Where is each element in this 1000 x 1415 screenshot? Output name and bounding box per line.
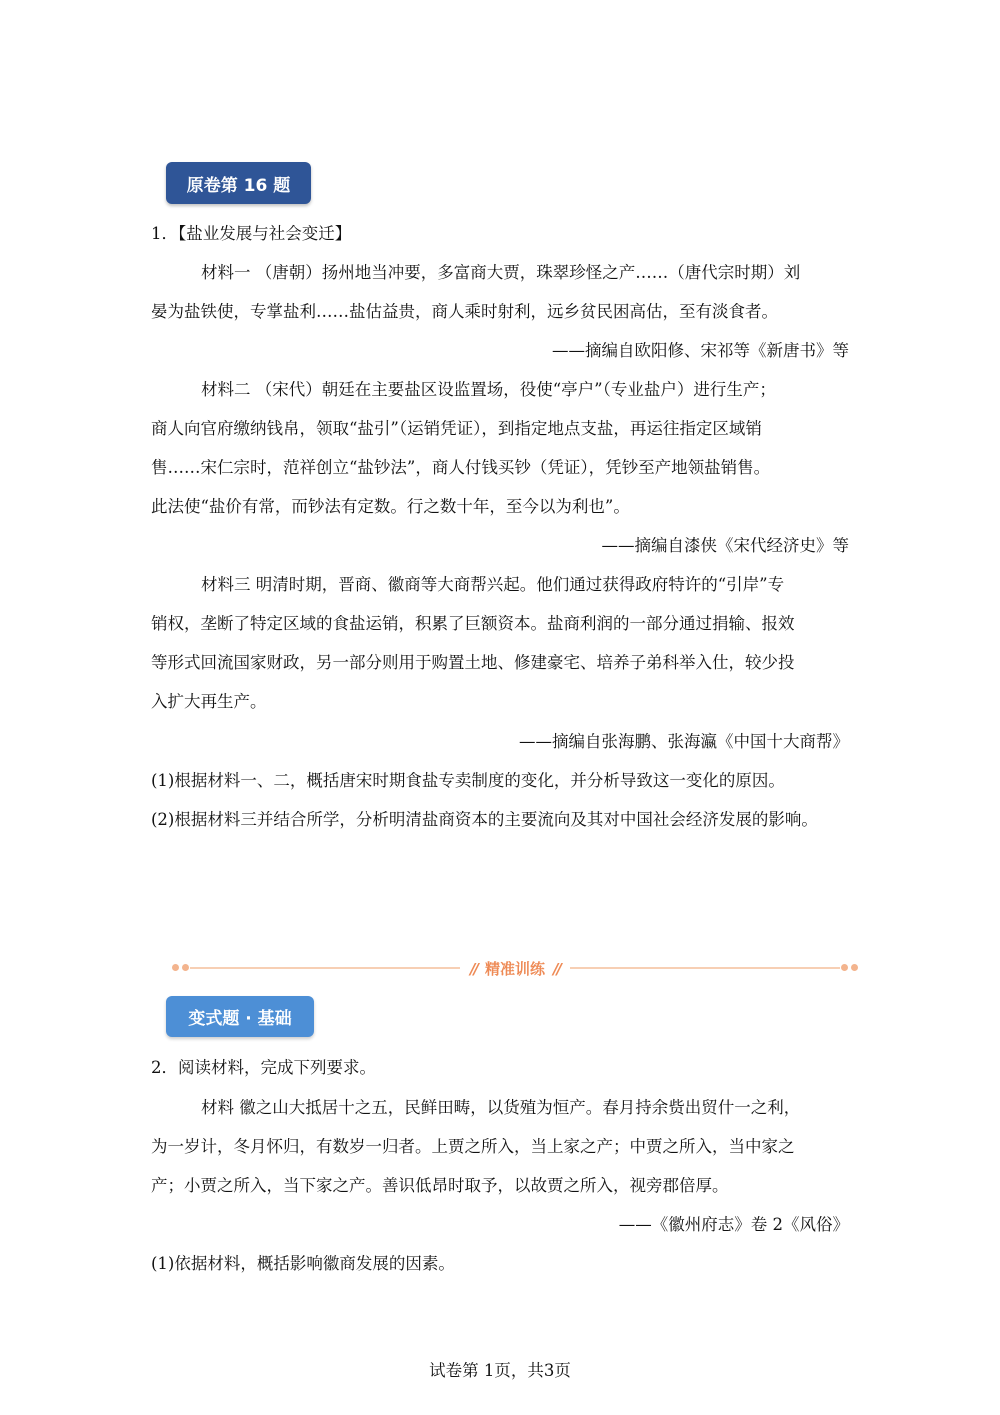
- original-question-badge: 原卷第 16 题: [166, 162, 311, 204]
- q2-material-line1: 材料 徽之山大抵居十之五，民鲜田畴，以货殖为恒产。春月持余赀出贸什一之利，: [201, 1098, 801, 1117]
- divider-slash-icon: //: [470, 960, 477, 978]
- divider-dot: [851, 964, 858, 971]
- q1-material3-line3: 等形式回流国家财政，另一部分则用于购置土地、修建豪宅、培养子弟科举入仕，较少投: [151, 653, 795, 672]
- q1-material1-line1: 材料一 （唐朝）扬州地当冲要，多富商大贾，珠翠珍怪之产……（唐代宗时期）刘: [201, 263, 801, 282]
- q2-material-source: ——《徽州府志》卷 2《风俗》: [618, 1215, 849, 1234]
- q1-material3-line1: 材料三 明清时期，晋商、徽商等大商帮兴起。他们通过获得政府特许的“引岸”专: [201, 575, 785, 594]
- q2-subquestion-1: (1)依据材料，概括影响徽商发展的因素。: [151, 1254, 455, 1273]
- divider-slash-icon: //: [553, 960, 560, 978]
- q2-title: 2．阅读材料，完成下列要求。: [151, 1058, 376, 1077]
- q1-material2-line1: 材料二 （宋代）朝廷在主要盐区设监置场，役使“亭户”（专业盐户）进行生产；: [201, 380, 776, 399]
- page-footer: 试卷第 1页，共3页: [429, 1361, 571, 1380]
- q1-material2-line3: 售……宋仁宗时，范祥创立“盐钞法”，商人付钱买钞（凭证），凭钞至产地领盐销售。: [151, 458, 771, 477]
- divider-dot: [841, 964, 848, 971]
- q1-material1-line2: 晏为盐铁使，专掌盐利……盐估益贵，商人乘时射利，远乡贫民困高估，至有淡食者。: [151, 302, 778, 321]
- q1-material2-source: ——摘编自漆侠《宋代经济史》等: [601, 536, 849, 555]
- q2-material-line2: 为一岁计，冬月怀归，有数岁一归者。上贾之所入，当上家之产；中贾之所入，当中家之: [151, 1137, 795, 1156]
- q1-material2-line2: 商人向官府缴纳钱帛，领取“盐引”（运销凭证），到指定地点支盐，再运往指定区域销: [151, 419, 762, 438]
- q1-material3-line2: 销权，垄断了特定区域的食盐运销，积累了巨额资本。盐商利润的一部分通过捐输、报效: [151, 614, 795, 633]
- divider-line-right: [570, 967, 840, 969]
- q1-subquestion-2: (2)根据材料三并结合所学，分析明清盐商资本的主要流向及其对中国社会经济发展的影响。: [151, 810, 818, 829]
- q1-material2-line4: 此法使“盐价有常，而钞法有定数。行之数十年，至今以为利也”。: [151, 497, 630, 516]
- q1-material3-source: ——摘编自张海鹏、张海瀛《中国十大商帮》: [519, 732, 849, 751]
- section-divider: [170, 955, 860, 981]
- q1-subquestion-1: (1)根据材料一、二，概括唐宋时期食盐专卖制度的变化，并分析导致这一变化的原因。: [151, 771, 785, 790]
- q1-material1-source: ——摘编自欧阳修、宋祁等《新唐书》等: [552, 341, 849, 360]
- q2-material-line3: 产；小贾之所入，当下家之产。善识低昂时取予，以故贾之所入，视旁郡倍厚。: [151, 1176, 729, 1195]
- divider-title: 精准训练: [484, 960, 545, 978]
- variant-question-badge: 变式题 · 基础: [166, 996, 314, 1037]
- q1-material3-line4: 入扩大再生产。: [151, 692, 267, 711]
- q1-title: 1．【盐业发展与社会变迁】: [151, 224, 352, 243]
